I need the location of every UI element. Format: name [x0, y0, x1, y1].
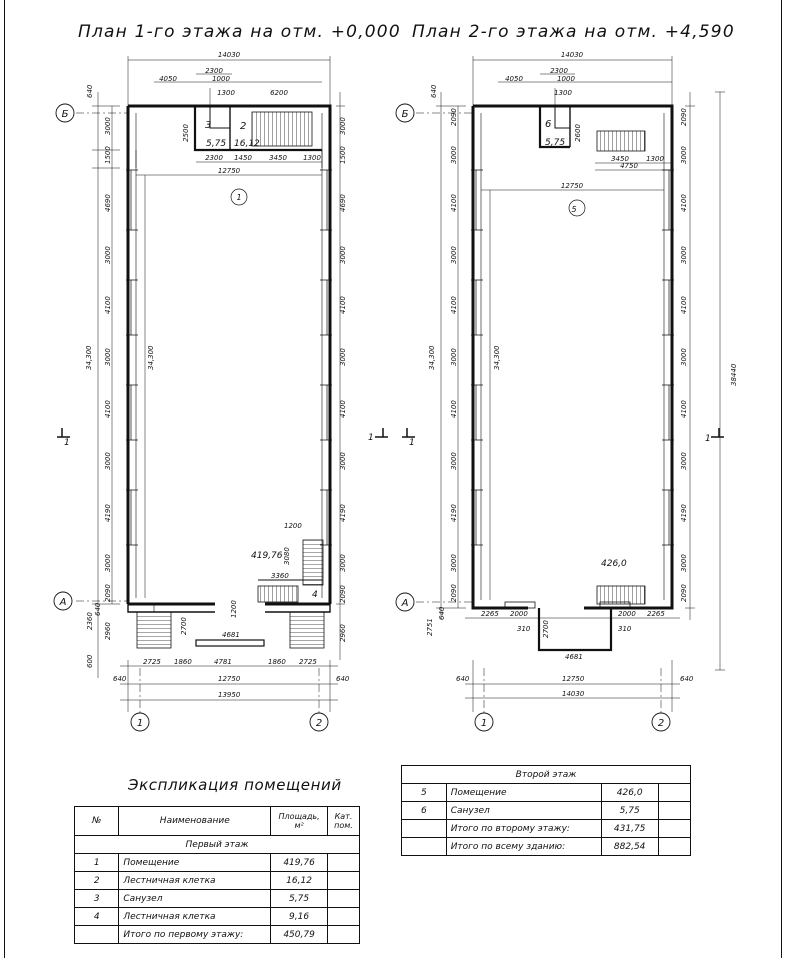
plan1-dim: 1300: [303, 154, 321, 162]
row-name: Итого по первому этажу:: [119, 926, 271, 944]
row-area: 426,0: [601, 784, 658, 802]
plan1-area-3: 5,75: [206, 139, 227, 149]
plan2-dim: 3000: [680, 554, 688, 572]
plan1-dim: 4690: [104, 194, 112, 212]
plan2-stair-bottom: [597, 586, 645, 604]
row-name: Помещение: [446, 784, 601, 802]
plan2-dim: 310: [618, 625, 632, 633]
plan2-dim: 3000: [680, 348, 688, 366]
plan1-dim: 6200: [270, 89, 288, 97]
plan1-dim: 4781: [214, 658, 232, 666]
plan1-dim: 3080: [283, 547, 291, 565]
plan2-dim: 4100: [450, 194, 458, 212]
row-num: [402, 820, 447, 838]
row-area: 431,75: [601, 820, 658, 838]
plan2-dim: 4100: [680, 400, 688, 418]
plan2-dim: 4100: [450, 296, 458, 314]
row-cat: [327, 854, 359, 872]
plan1-dim: 3000: [339, 348, 347, 366]
plan2-dim: 3000: [450, 554, 458, 572]
plan2-dim: 1300: [646, 155, 664, 163]
row-cat: [658, 784, 690, 802]
plan1-dim: 3000: [104, 554, 112, 572]
plan2-dim: 2265: [647, 610, 665, 618]
plan1-dim: 4100: [339, 296, 347, 314]
table-row-total: [75, 926, 360, 944]
plan1-dim: 3000: [104, 348, 112, 366]
row-area: 5,75: [271, 890, 328, 908]
plan1-dim: 3000: [339, 246, 347, 264]
row-cat: [327, 926, 359, 944]
plan1-dim: 640: [336, 675, 350, 683]
row-name: Лестничная клетка: [119, 872, 271, 890]
plan1-dim: 3000: [339, 117, 347, 135]
row-num: [75, 926, 119, 944]
plan2-dim: 3000: [680, 146, 688, 164]
plan2-dim: 2090: [450, 584, 458, 602]
plan2-dim: 38440: [730, 363, 738, 386]
plan1-dim: 1000: [212, 75, 230, 83]
plan2-dim: 12750: [560, 182, 584, 190]
plan2-dim: 2090: [680, 108, 688, 126]
plan1-dim: 4100: [339, 400, 347, 418]
plan2-dim: 34,300: [428, 345, 436, 370]
plan2-section-left: 1: [409, 438, 415, 448]
plan1-axis-1: 1: [136, 718, 144, 729]
plan1-dim: 2960: [104, 622, 112, 640]
row-area: 419,76: [271, 854, 328, 872]
plan1-dim: 34,300: [85, 345, 93, 370]
plan1-dim: 4681: [222, 631, 240, 639]
plan2-dim: 4050: [505, 75, 523, 83]
plan1-dim: 3450: [269, 154, 287, 162]
plan1-dim: 4100: [104, 400, 112, 418]
plan2-dim: 4100: [680, 296, 688, 314]
row-num: 2: [75, 872, 119, 890]
plan1-axis-lines: [76, 113, 319, 714]
plan1-dim: 3000: [339, 554, 347, 572]
plan2-dim: 1300: [554, 89, 572, 97]
plan1-dim: 1500: [104, 146, 112, 164]
plan1-title: План 1-го этажа на отм. +0,000: [78, 22, 401, 42]
plan1-dim: 4190: [339, 504, 347, 522]
plan1-axis-2: 2: [315, 718, 323, 729]
plan1-dim: 12750: [217, 167, 241, 175]
plan1-porches: [128, 604, 330, 648]
plan1-dim: 2500: [182, 124, 190, 142]
plan1-dim: 2725: [143, 658, 161, 666]
plan1-dim: 4100: [104, 296, 112, 314]
plan1-dim: 2360: [86, 612, 94, 630]
explication-title: Экспликация помещений: [128, 776, 342, 794]
plan2-dim: 310: [517, 625, 531, 633]
plan1-section-right: 1: [368, 433, 374, 443]
plan2-dim: 4681: [565, 653, 583, 661]
floor2-label: Второй этаж: [402, 766, 691, 784]
plan2-dim: 3000: [450, 348, 458, 366]
plan2-section-right: 1: [705, 434, 711, 444]
row-area: 16,12: [271, 872, 328, 890]
plan2-dim: 3000: [680, 452, 688, 470]
plan2-stair-top: [597, 131, 645, 151]
explication-table-floor1: [74, 806, 360, 944]
row-area: 9,16: [271, 908, 328, 926]
plan2-dim: 2600: [574, 124, 582, 142]
plan2-dim: 3450: [611, 155, 629, 163]
plan1-axis-b: Б: [61, 109, 69, 120]
row-name: Санузел: [119, 890, 271, 908]
plan2-dim: 2700: [542, 620, 550, 638]
header-name: Наименование: [119, 807, 271, 836]
plan2-dim: 12750: [562, 675, 585, 683]
plan2-windows: [471, 170, 674, 545]
plan2-dim: 2751: [426, 618, 434, 636]
row-name: Итого по всему зданию:: [446, 838, 601, 856]
plan2-dim: 640: [438, 606, 446, 620]
plan1-dim: 640: [113, 675, 127, 683]
plan1-stair-4: [303, 540, 323, 585]
plan2-dim: 2265: [481, 610, 499, 618]
table-row: [75, 872, 360, 890]
row-area: 882,54: [601, 838, 658, 856]
plan2-dim: 3000: [450, 452, 458, 470]
table-row: [75, 908, 360, 926]
plan2-dim: 2090: [450, 108, 458, 126]
header-area: Площадь, м²: [271, 807, 328, 836]
plan1-section-left: 1: [64, 438, 70, 448]
row-name: Помещение: [119, 854, 271, 872]
plan2-dim: 4750: [620, 162, 638, 170]
plan1-dim: 2725: [299, 658, 317, 666]
plan1-dim: 2300: [205, 154, 223, 162]
explication-table-floor2: [401, 765, 691, 856]
row-num: 6: [402, 802, 447, 820]
plan2-dim: 640: [456, 675, 470, 683]
plan2-dim: 34,300: [493, 345, 501, 370]
plan2-dim: 3000: [680, 246, 688, 264]
plan1-dim: 3000: [339, 452, 347, 470]
plan1-dim: 640: [86, 84, 94, 98]
plan1-stair-2: [252, 112, 312, 146]
row-num: [402, 838, 447, 856]
plan1-dim: 4190: [104, 504, 112, 522]
plan2-dim: 640: [430, 84, 438, 98]
row-cat: [658, 820, 690, 838]
row-num: 4: [75, 908, 119, 926]
row-cat: [658, 838, 690, 856]
plan1-dim: 2090: [104, 584, 112, 602]
plan2-dim: 2300: [550, 67, 568, 75]
plan1-dim: 3000: [104, 246, 112, 264]
floor1-label: Первый этаж: [75, 836, 360, 854]
header-cat: Кат. пом.: [327, 807, 359, 836]
plan2-dim: 4100: [680, 194, 688, 212]
plan2-dim: 1000: [557, 75, 575, 83]
plan2-dim: 4100: [450, 400, 458, 418]
plan2: [396, 56, 725, 731]
plan1-dim: 1200: [284, 522, 302, 530]
plan1-area-1: 419,76: [251, 551, 283, 561]
plan2-dim: 2000: [618, 610, 636, 618]
table-row-total: [402, 820, 691, 838]
plan1-room-1: 1: [236, 193, 242, 202]
plan2-title: План 2-го этажа на отм. +4,590: [412, 22, 735, 42]
plan1-dim: 600: [86, 654, 94, 668]
plan1-dim: 2700: [180, 617, 188, 635]
plan1-dim: 4690: [339, 194, 347, 212]
plan1-dim: 1300: [217, 89, 235, 97]
row-name: Санузел: [446, 802, 601, 820]
row-cat: [327, 890, 359, 908]
plan2-dim: 14030: [560, 51, 584, 59]
table-row: [75, 890, 360, 908]
plan1-dim: 4050: [159, 75, 177, 83]
plan1-area-2: 16,12: [234, 139, 260, 149]
plan2-dim: 14030: [562, 690, 585, 698]
row-area: 5,75: [601, 802, 658, 820]
plan1-dim: 2090: [339, 585, 347, 603]
table-row-total: [402, 838, 691, 856]
plan2-room-6: 6: [545, 119, 552, 130]
row-area: 450,79: [271, 926, 328, 944]
plan1-dim: 1450: [234, 154, 252, 162]
plan1-dim: 3000: [104, 452, 112, 470]
row-cat: [327, 872, 359, 890]
table-row: [402, 802, 691, 820]
plan1-room-3: 3: [205, 120, 212, 131]
plan2-axis-a: А: [401, 598, 409, 609]
plan1-dim: 3360: [271, 572, 289, 580]
plan1-stair-4b: [258, 586, 298, 602]
plan1-dim: 3000: [104, 117, 112, 135]
table-row: [402, 784, 691, 802]
plan1-dim: 34,300: [147, 345, 155, 370]
plan1-axis-a: А: [59, 597, 67, 608]
plan1-dim: 1860: [268, 658, 286, 666]
plan2-dim: 4190: [680, 504, 688, 522]
plan2-dim: 640: [680, 675, 694, 683]
plan2-dim: 3000: [450, 146, 458, 164]
table-row: [75, 854, 360, 872]
plan1-room-2: 2: [240, 121, 247, 132]
row-name: Лестничная клетка: [119, 908, 271, 926]
header-num: №: [75, 807, 119, 836]
plan2-dim: 3000: [450, 246, 458, 264]
plan1-dim: 12750: [218, 675, 241, 683]
plan2-axis-2: 2: [657, 718, 665, 729]
plan2-dim: 4190: [450, 504, 458, 522]
plan1-dim: 2300: [205, 67, 223, 75]
row-cat: [658, 802, 690, 820]
plan2-dim: 2000: [510, 610, 528, 618]
row-cat: [327, 908, 359, 926]
plan2-axis-1: 1: [480, 718, 488, 729]
plan1-dim: 2960: [339, 624, 347, 642]
plan2-area-6: 5,75: [545, 138, 566, 148]
row-num: 1: [75, 854, 119, 872]
row-num: 3: [75, 890, 119, 908]
row-name: Итого по второму этажу:: [446, 820, 601, 838]
plan2-area-5: 426,0: [601, 559, 627, 569]
plan1-dim: 1200: [230, 600, 238, 618]
row-num: 5: [402, 784, 447, 802]
plan2-dim: 2090: [680, 584, 688, 602]
plan1-dim: 1500: [339, 146, 347, 164]
plan2-room-5: 5: [571, 205, 577, 214]
plan1-room-4: 4: [312, 590, 318, 600]
plan2-axis-b: Б: [401, 109, 409, 120]
plan1-dim: 13950: [218, 691, 241, 699]
plan1-dim: 1860: [174, 658, 192, 666]
plan1-dim: 14030: [217, 51, 241, 59]
plan1-windows: [126, 170, 332, 545]
plan1-dim: 640: [94, 602, 102, 616]
